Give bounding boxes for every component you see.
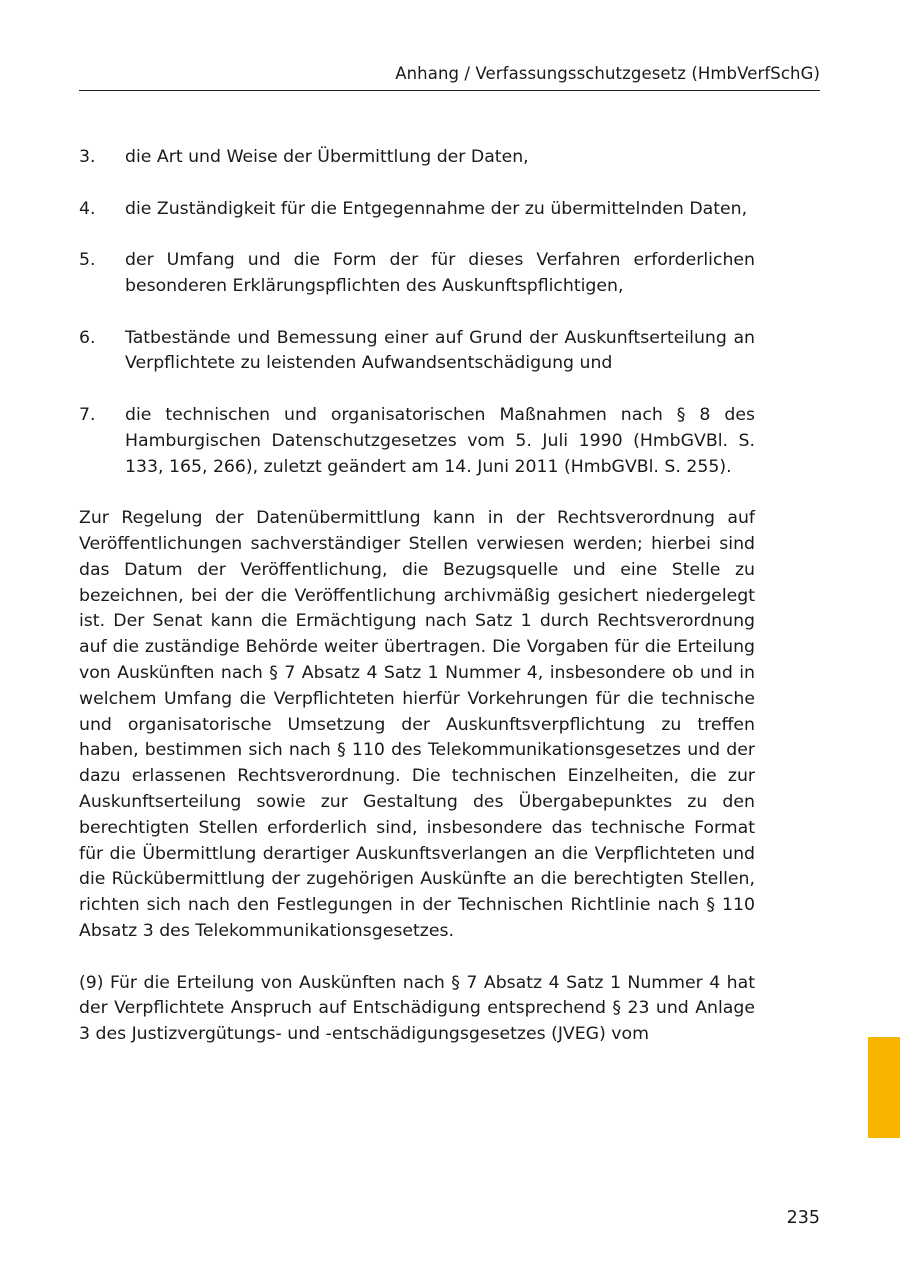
page-body (79, 145, 755, 1074)
list-item-text: der Umfang und die Form der für dieses Verfahren erforderlichen besonderen Erklärungspflichten des Auskunftspflichtigen, (125, 250, 755, 296)
list-item (79, 197, 755, 223)
list-item-number: 7. (79, 404, 96, 425)
list-item (79, 326, 755, 378)
list-item-text: die Art und Weise der Übermittlung der Daten, (125, 147, 529, 167)
page-number: 235 (786, 1208, 820, 1228)
list-item-number: 5. (79, 250, 96, 271)
header-title: Anhang / Verfassungsschutzgesetz (HmbVerfSchG) (395, 64, 820, 83)
list-item-text: die Zuständigkeit für die Entgegennahme der zu übermittelnden Daten, (125, 198, 748, 219)
list-item (79, 248, 755, 300)
body-paragraph-regulation: Zur Regelung der Datenübermittlung kann in der Rechtsverordnung auf Veröffentlichungen sachverständiger Stellen verwiesen werden; hierbei sind das Datum der Veröffentlichung, die Bezugsquelle und eine Stelle zu bezeichnen, bei der die Veröffentlichung archivmäßig gesichert niedergelegt ist. Der Senat kann die Ermächtigung nach Satz 1 durch Rechtsverordnung auf die zuständige Behörde weiter übertragen. Die Vorgaben für die Erteilung von Auskünften nach § 7 Absatz 4 Satz 1 Nummer 4, insbesondere ob und in welchem Umfang die Verpflichteten hierfür Vorkehrungen für die technische und organisatorische Umsetzung der Auskunftsverpflichtung zu treffen haben, bestimmen sich nach § 110 des Telekommunikationsgesetzes und der dazu erlassenen Rechtsverordnung. Die technischen Einzelheiten, die zur Auskunftserteilung sowie zur Gestaltung des Übergabepunktes zu den berechtigten Stellen erforderlich sind, insbesondere das technische Format für die Übermittlung derartiger Auskunftsverlangen an die Verpflichteten und die Rückübermittlung der zugehörigen Auskünfte an die berechtigten Stellen, richten sich nach den Festlegungen in der Technischen Richtlinie nach § 110 Absatz 3 des Telekommunikationsgesetzes. (79, 508, 755, 941)
list-item (79, 403, 755, 480)
list-item-number: 6. (79, 327, 96, 348)
list-item-number: 4. (79, 198, 96, 219)
list-item-number: 3. (79, 147, 96, 167)
list-item-text: die technischen und organisatorischen Maßnahmen nach § 8 des Hamburgischen Datenschutzgesetzes vom 5. Juli 1990 (HmbGVBl. S. 133, 165, 266), zuletzt geändert am 14. Juni 2011 (HmbGVBl. S. 255). (125, 404, 755, 477)
body-paragraph-section-9: (9) Für die Erteilung von Auskünften nach § 7 Absatz 4 Satz 1 Nummer 4 hat der Verpflichtete Anspruch auf Entschädigung entsprechend § 23 und Anlage 3 des Justizvergütungs- und -entschädigungsgesetzes (JVEG) vom (79, 972, 755, 1045)
chapter-marker-tab (868, 1037, 900, 1138)
list-item-text: Tatbestände und Bemessung einer auf Grund der Auskunftserteilung an Verpflichtete zu leistenden Aufwandsentschädigung und (125, 327, 755, 374)
list-item (79, 145, 755, 171)
running-header (79, 62, 820, 91)
